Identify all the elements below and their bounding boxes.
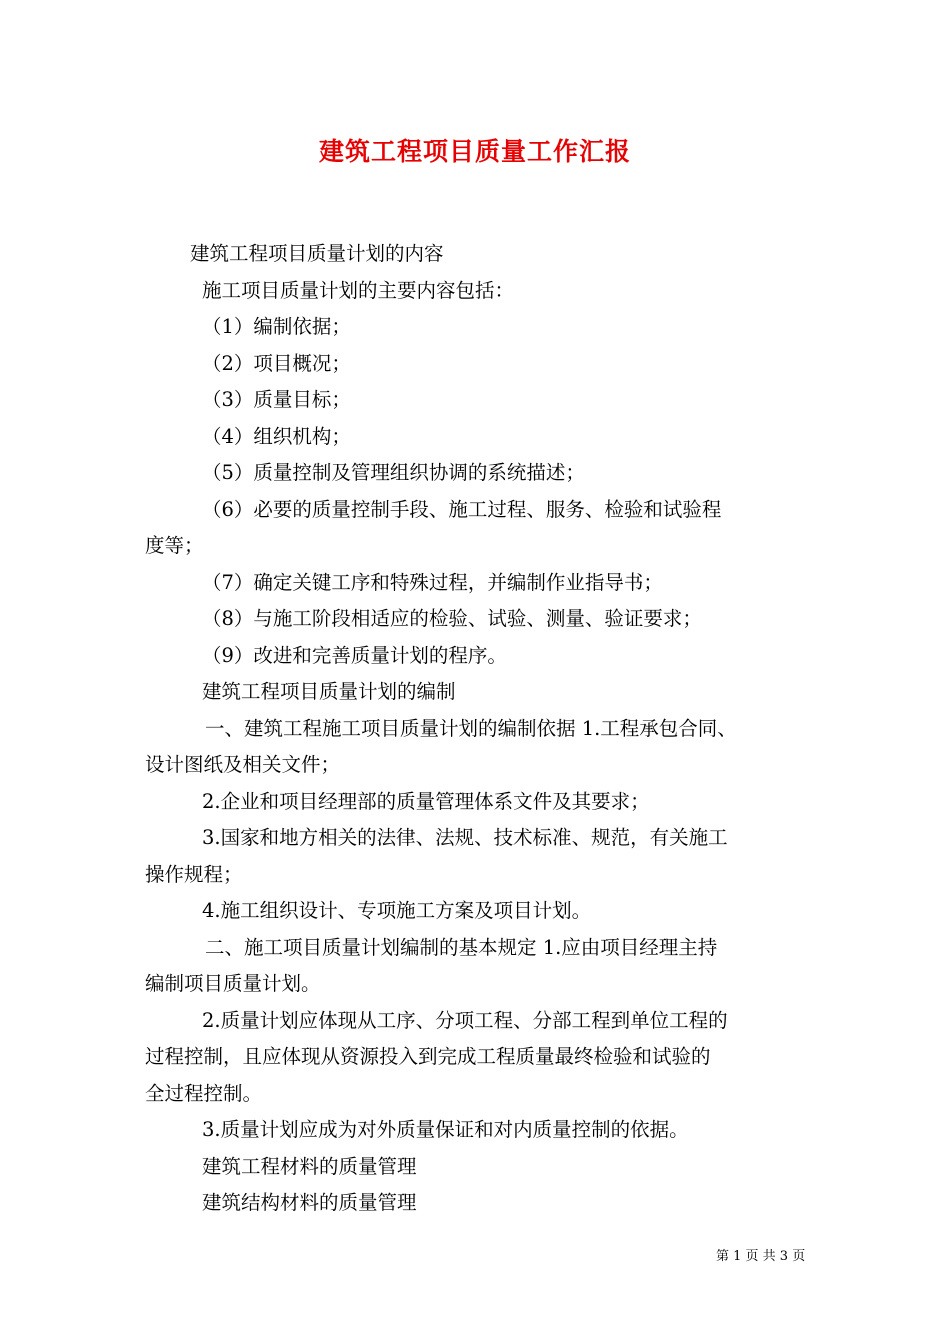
list-item: （6）必要的质量控制手段、施工过程、服务、检验和试验程	[202, 497, 722, 521]
list-item: （1）编制依据；	[202, 315, 351, 338]
paragraph-line: 二、施工项目质量计划编制的基本规定 1.应由项目经理主持	[205, 935, 718, 959]
document-body	[145, 236, 827, 1222]
paragraph-line: 施工项目质量计划的主要内容包括：	[202, 278, 515, 302]
paragraph-line: 一、建筑工程施工项目质量计划的编制依据 1.工程承包合同、	[205, 716, 737, 740]
paragraph-line: 4.施工组织设计、专项施工方案及项目计划。	[202, 899, 592, 922]
section-heading: 建筑工程材料的质量管理	[202, 1154, 417, 1178]
section-heading: 建筑工程项目质量计划的编制	[202, 680, 456, 703]
list-item: （8）与施工阶段相适应的检验、试验、测量、验证要求；	[202, 607, 702, 630]
paragraph-line: 2.质量计划应体现从工序、分项工程、分部工程到单位工程的	[202, 1008, 728, 1032]
list-item: （5）质量控制及管理组织协调的系统描述；	[202, 461, 585, 484]
list-item: （9）改进和完善质量计划的程序。	[202, 643, 507, 667]
document-title: 建筑工程项目质量工作汇报	[318, 137, 631, 166]
paragraph-continuation: 过程控制，且应体现从资源投入到完成工程质量最终检验和试验的	[145, 1045, 711, 1068]
paragraph-line: 3.国家和地方相关的法律、法规、技术标准、规范，有关施工	[202, 826, 728, 849]
page-number: 第 1 页 共 3 页	[716, 1249, 806, 1264]
paragraph-line: 2.企业和项目经理部的质量管理体系文件及其要求；	[202, 789, 650, 813]
list-item: （2）项目概况；	[202, 351, 351, 375]
paragraph-continuation: 全过程控制。	[145, 1081, 263, 1105]
section-heading: 建筑工程项目质量计划的内容	[190, 242, 444, 265]
paragraph-continuation: 操作规程；	[145, 862, 243, 886]
list-item: （7）确定关键工序和特殊过程，并编制作业指导书；	[202, 570, 663, 594]
paragraph-continuation: 设计图纸及相关文件；	[145, 753, 341, 776]
list-item: （4）组织机构；	[202, 424, 351, 448]
paragraph-continuation: 编制项目质量计划。	[145, 972, 321, 995]
list-item-continuation: 度等；	[145, 534, 204, 557]
paragraph-line: 3.质量计划应成为对外质量保证和对内质量控制的依据。	[202, 1118, 689, 1141]
section-heading: 建筑结构材料的质量管理	[202, 1191, 417, 1214]
list-item: （3）质量目标；	[202, 388, 351, 411]
